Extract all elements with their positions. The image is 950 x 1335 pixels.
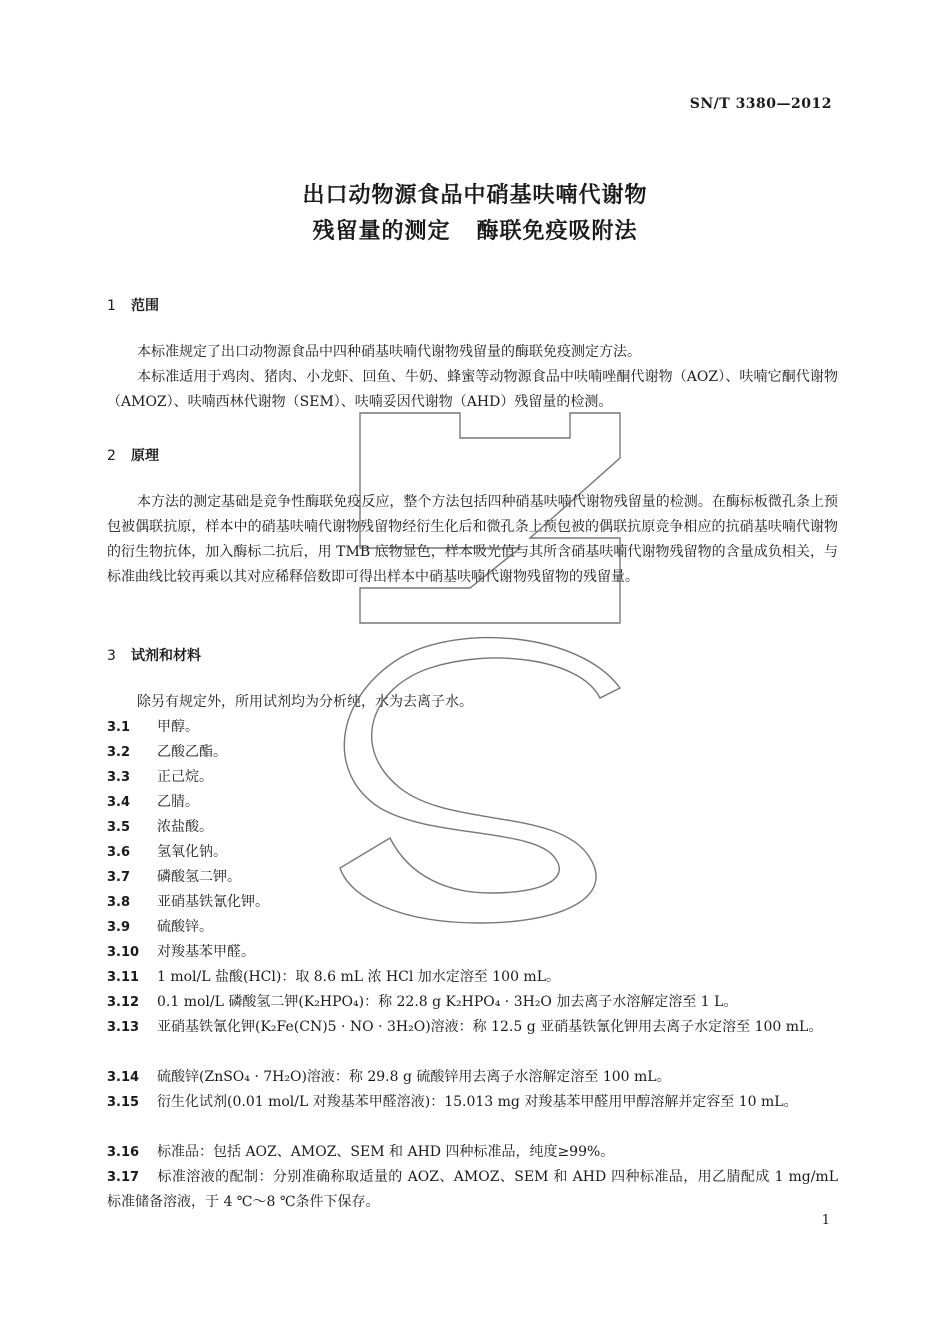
document-title-line1: 出口动物源食品中硝基呋喃代谢物 — [302, 183, 648, 208]
item-text: 甲醇。 — [157, 719, 199, 735]
section-2-paragraph-1: 本方法的测定基础是竞争性酶联免疫反应，整个方法包括四种硝基呋喃代谢物残留量的检测。在酶标板微孔条上预包被偶联抗原，样本中的硝基呋喃代谢物残留物经衍生化后和微孔条上预包被的偶联抗原竞争相应的抗硝基呋喃代谢物的衍生物抗体，加入酶标二抗后，用 TMB 底物显色，样本吸光值与其所含硝基呋喃代谢物残留物的含量成负相关，与标准曲线比较再乘以其对应稀释倍数即可得出样本中硝基呋喃代谢物残留物的残留量。 — [107, 494, 838, 585]
item-text: 正己烷。 — [157, 769, 213, 785]
list-item — [107, 790, 838, 815]
list-item — [107, 1165, 838, 1215]
list-item — [107, 915, 838, 940]
item-text: 亚硝基铁氰化钾。 — [157, 894, 269, 910]
section-2-heading — [107, 445, 159, 465]
item-number: 3.11 — [107, 970, 140, 985]
item-number: 3.9 — [107, 920, 131, 935]
item-text: 磷酸氢二钾。 — [157, 869, 241, 885]
section-number: 3 — [107, 648, 116, 664]
section-1-heading — [107, 295, 159, 315]
section-1-paragraph-2: 本标准适用于鸡肉、猪肉、小龙虾、回鱼、牛奶、蜂蜜等动物源食品中呋喃唑酮代谢物（AOZ）、呋喃它酮代谢物（AMOZ）、呋喃西林代谢物（SEM）、呋喃妥因代谢物（AHD）残留量的检测。 — [107, 369, 838, 410]
list-item — [107, 815, 838, 840]
item-number: 3.1 — [107, 720, 131, 735]
standard-code: SN/T 3380—2012 — [689, 96, 832, 112]
item-number: 3.2 — [107, 745, 131, 760]
item-text: 亚硝基铁氰化钾(K₂Fe(CN)5 · NO · 3H₂O)溶液：称 12.5 g 亚硝基铁氰化钾用去离子水定溶至 100 mL。 — [157, 1019, 823, 1035]
section-1-paragraph-1: 本标准规定了出口动物源食品中四种硝基呋喃代谢物残留量的酶联免疫测定方法。 — [137, 344, 641, 360]
section-3-heading — [107, 645, 201, 665]
item-text: 硫酸锌。 — [157, 919, 213, 935]
list-item — [107, 1140, 838, 1165]
list-item — [107, 940, 838, 965]
item-number: 3.5 — [107, 820, 131, 835]
item-number: 3.16 — [107, 1145, 140, 1160]
item-number: 3.17 — [107, 1170, 140, 1185]
section-title: 试剂和材料 — [131, 648, 201, 664]
item-text: 标准品：包括 AOZ、AMOZ、SEM 和 AHD 四种标准品，纯度≥99%。 — [157, 1144, 615, 1160]
item-number: 3.12 — [107, 995, 140, 1010]
item-text: 标准溶液的配制：分别准确称取适量的 AOZ、AMOZ、SEM 和 AHD 四种标准品，用乙腈配成 1 mg/mL 标准储备溶液，于 4 ℃～8 ℃条件下保存。 — [107, 1169, 838, 1210]
section-number: 2 — [107, 448, 116, 464]
item-text: 乙腈。 — [157, 794, 199, 810]
item-text: 对羧基苯甲醛。 — [157, 944, 255, 960]
item-number: 3.7 — [107, 870, 131, 885]
item-number: 3.15 — [107, 1095, 140, 1110]
item-number: 3.8 — [107, 895, 131, 910]
list-item — [107, 1065, 838, 1090]
section-title: 范围 — [131, 298, 159, 314]
list-item — [107, 965, 838, 990]
section-title: 原理 — [131, 448, 159, 464]
item-text: 硫酸锌(ZnSO₄ · 7H₂O)溶液：称 29.8 g 硫酸锌用去离子水溶解定溶至 100 mL。 — [157, 1069, 671, 1085]
title-part-a: 残留量的测定 — [312, 219, 451, 244]
title-part-b: 酶联免疫吸附法 — [476, 219, 638, 244]
item-number: 3.6 — [107, 845, 131, 860]
item-number: 3.4 — [107, 795, 131, 810]
list-item — [107, 1015, 838, 1040]
item-number: 3.10 — [107, 945, 140, 960]
item-text: 0.1 mol/L 磷酸氢二钾(K₂HPO₄)：称 22.8 g K₂HPO₄ · 3H₂O 加去离子水溶解定溶至 1 L。 — [157, 994, 738, 1010]
item-text: 乙酸乙酯。 — [157, 744, 227, 760]
list-item — [107, 990, 838, 1015]
section-number: 1 — [107, 298, 116, 314]
item-text: 1 mol/L 盐酸(HCl)：取 8.6 mL 浓 HCl 加水定溶至 100 mL。 — [157, 969, 561, 985]
item-number: 3.13 — [107, 1020, 140, 1035]
item-text: 氢氧化钠。 — [157, 844, 227, 860]
list-item — [107, 840, 838, 865]
item-number: 3.14 — [107, 1070, 140, 1085]
list-item — [107, 865, 838, 890]
item-text: 浓盐酸。 — [157, 819, 213, 835]
list-item — [107, 890, 838, 915]
list-item — [107, 1090, 838, 1115]
list-item — [107, 740, 838, 765]
page-number: 1 — [821, 1213, 830, 1228]
document-title-line2 — [0, 214, 950, 245]
item-number: 3.3 — [107, 770, 131, 785]
item-text: 衍生化试剂(0.01 mol/L 对羧基苯甲醛溶液)：15.013 mg 对羧基苯甲醛用甲醇溶解并定容至 10 mL。 — [157, 1094, 798, 1110]
list-item — [107, 715, 838, 740]
list-item — [107, 765, 838, 790]
section-3-intro: 除另有规定外，所用试剂均为分析纯，水为去离子水。 — [137, 694, 473, 710]
